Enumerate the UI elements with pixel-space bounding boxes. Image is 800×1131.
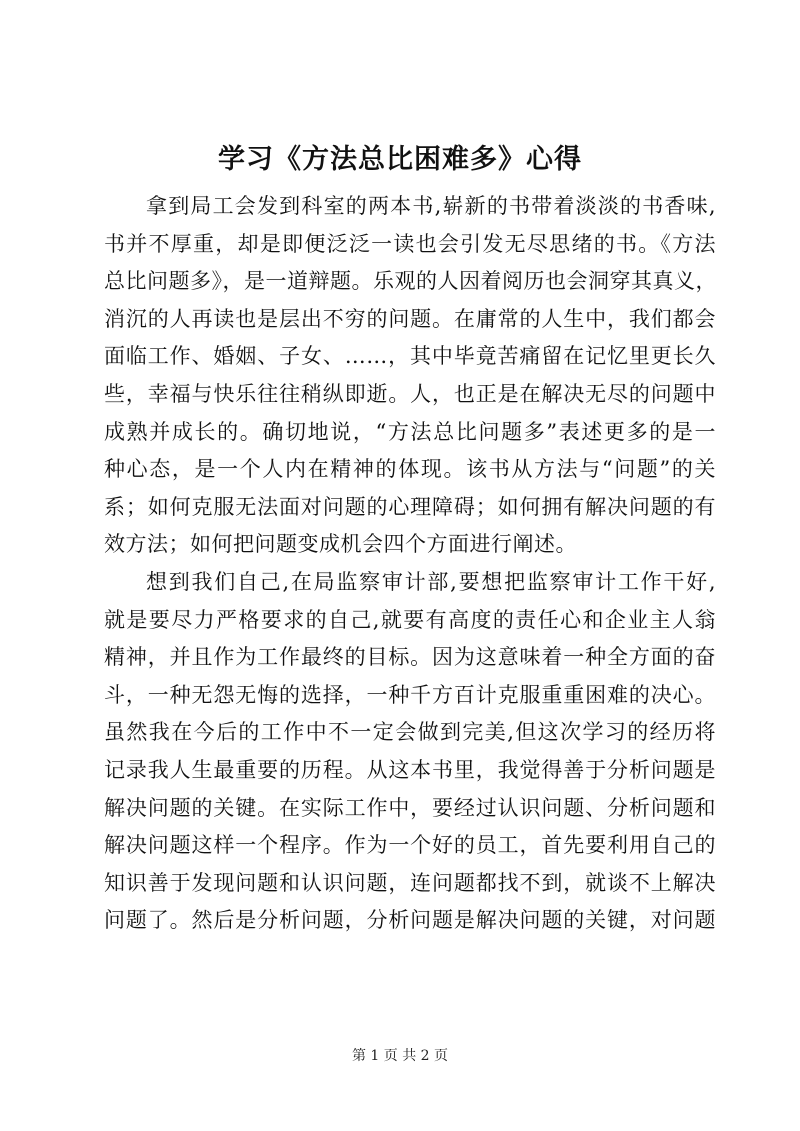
document-body — [104, 188, 716, 940]
text-line: 成熟并成长的。确切地说，“方法总比问题多”表述更多的是一 — [104, 419, 716, 444]
page-number-footer: 第 1 页 共 2 页 — [351, 1048, 449, 1064]
text-line: 就是要尽力严格要求的自己,就要有高度的责任心和企业主人翁 — [104, 607, 716, 632]
text-line: 消沉的人再读也是层出不穷的问题。在庸常的人生中，我们都会 — [104, 306, 716, 331]
text-line: 问题了。然后是分析问题，分析问题是解决问题的关键，对问题 — [104, 908, 716, 933]
text-line: 解决问题的关键。在实际工作中，要经过认识问题、分析问题和 — [104, 795, 716, 820]
text-line: 些，幸福与快乐往往稍纵即逝。人，也正是在解决无尽的问题中 — [104, 381, 716, 406]
text-line: 解决问题这样一个程序。作为一个好的员工，首先要利用自己的 — [104, 833, 716, 858]
text-line: 想到我们自己,在局监察审计部,要想把监察审计工作干好, — [146, 569, 716, 594]
text-line: 面临工作、婚姻、子女、……，其中毕竟苦痛留在记忆里更长久 — [104, 344, 716, 369]
text-line: 种心态，是一个人内在精神的体现。该书从方法与“问题”的关 — [104, 457, 716, 482]
paragraph-1 — [104, 188, 716, 564]
text-line: 书并不厚重，却是即便泛泛一读也会引发无尽思绪的书。《方法 — [104, 231, 716, 256]
text-line: 总比问题多》，是一道辩题。乐观的人因着阅历也会洞穿其真义， — [104, 269, 717, 294]
text-line: 拿到局工会发到科室的两本书,崭新的书带着淡淡的书香味, — [146, 194, 716, 218]
text-line: 知识善于发现问题和认识问题，连问题都找不到，就谈不上解决 — [104, 870, 716, 895]
text-line: 精神，并且作为工作最终的目标。因为这意味着一种全方面的奋 — [104, 645, 716, 670]
text-line: 虽然我在今后的工作中不一定会做到完美,但这次学习的经历将 — [104, 720, 716, 745]
text-line: 记录我人生最重要的历程。从这本书里，我觉得善于分析问题是 — [104, 757, 716, 782]
text-line: 效方法；如何把问题变成机会四个方面进行阐述。 — [104, 532, 577, 557]
text-line: 系；如何克服无法面对问题的心理障碍；如何拥有解决问题的有 — [104, 494, 716, 519]
paragraph-2 — [104, 564, 716, 940]
document-title: 学习《方法总比困难多》心得 — [218, 144, 582, 175]
text-line: 斗，一种无怨无悔的选择，一种千方百计克服重重困难的决心。 — [104, 682, 716, 707]
